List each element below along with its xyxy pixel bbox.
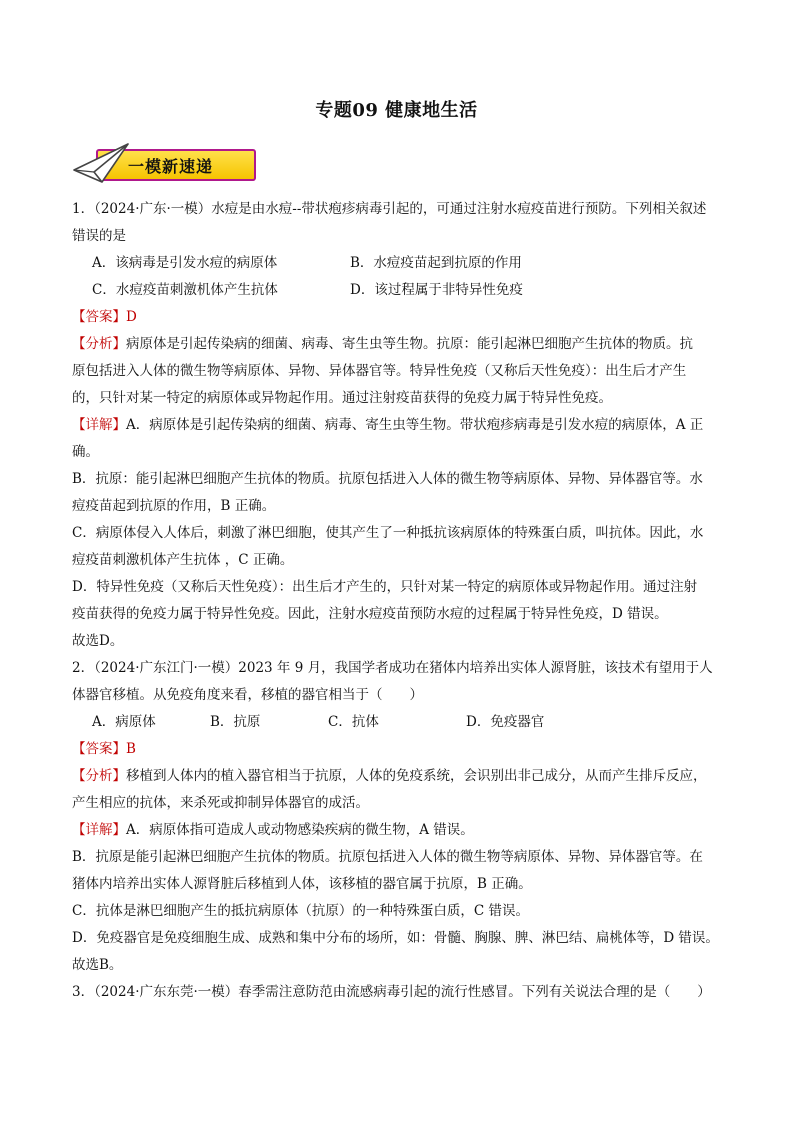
page-title: 专题09 健康地生活: [315, 100, 478, 121]
answer-tag: 【答案】: [72, 741, 126, 757]
q3-stem-line1: 3．（2024·广东东莞·一模）春季需注意防范由流感病毒引起的流行性感冒。下列有关说法合理的是（ ）: [72, 984, 711, 1000]
q1-detail-line5: C．病原体侵入人体后，刺激了淋巴细胞，使其产生了一种抵抗该病原体的特殊蛋白质，叫抗体。因此，水: [72, 525, 704, 541]
detail-tag: 【详解】: [72, 822, 126, 838]
q1-detail-line1: [72, 412, 728, 439]
question-2: [72, 655, 728, 979]
q2-analysis-line1: [72, 763, 728, 790]
q1-conclusion: 故选D。: [72, 633, 124, 649]
banner-label: 一模新速递: [128, 157, 214, 176]
q2-answer: [72, 736, 728, 763]
q1-options-row1: [72, 250, 728, 277]
answer-value: D: [126, 309, 137, 325]
q1-stem-line2: 错误的是: [72, 228, 126, 244]
question-content: [72, 196, 728, 1006]
q1-option-d: D．该过程属于非特异性免疫: [350, 282, 523, 298]
q1-detail-line4: 痘疫苗起到抗原的作用，B 正确。: [72, 498, 276, 514]
q2-detail-line1: [72, 817, 728, 844]
q1-option-a: A．该病毒是引发水痘的病原体: [92, 255, 278, 271]
q1-options-row2: [72, 277, 728, 304]
q2-options-row: [72, 709, 728, 736]
analysis-text: 移植到人体内的植入器官相当于抗原，人体的免疫系统，会识别出非己成分，从而产生排斥反应，: [126, 768, 707, 784]
q2-detail-line4: C．抗体是淋巴细胞产生的抵抗病原体（抗原）的一种特殊蛋白质，C 错误。: [72, 903, 529, 919]
q1-detail-line3: B．抗原：能引起淋巴细胞产生抗体的物质。抗原包括进入人体的微生物等病原体、异物、异体器官等。水: [72, 471, 703, 487]
q2-option-d: D．免疫器官: [466, 714, 545, 730]
q2-conclusion: 故选B。: [72, 957, 123, 973]
analysis-tag: 【分析】: [72, 768, 126, 784]
q2-analysis-line2: 产生相应的抗体，来杀死或抑制异体器官的成活。: [72, 795, 369, 811]
q1-option-c: C．水痘疫苗刺激机体产生抗体: [92, 282, 278, 298]
q1-stem-line1: 1．（2024·广东·一模）水痘是由水痘--带状疱疹病毒引起的，可通过注射水痘疫苗进行预防。下列相关叙述: [72, 201, 707, 217]
detail-text: A．病原体指可造成人或动物感染疾病的微生物，A 错误。: [126, 822, 474, 838]
analysis-tag: 【分析】: [72, 336, 126, 352]
detail-tag: 【详解】: [72, 417, 126, 433]
paper-plane-icon: [72, 140, 132, 186]
q1-analysis-line2: 原包括进入人体的微生物等病原体、异物、异体器官等。特异性免疫（又称后天性免疫）：出生后才产生: [72, 363, 687, 379]
q2-stem-line2: 体器官移植。从免疫角度来看，移植的器官相当于（ ）: [72, 687, 423, 703]
answer-value: B: [126, 741, 136, 757]
question-1: [72, 196, 728, 655]
q2-detail-line3: 猪体内培养出实体人源肾脏后移植到人体，该移植的器官属于抗原，B 正确。: [72, 876, 532, 892]
detail-text: A．病原体是引起传染病的细菌、病毒、寄生虫等生物。带状疱疹病毒是引发水痘的病原体，A 正: [126, 417, 704, 433]
q1-detail-line8: 疫苗获得的免疫力属于特异性免疫。因此，注射水痘疫苗预防水痘的过程属于特异性免疫，D 错误。: [72, 606, 668, 622]
q2-option-a: A．病原体: [92, 714, 156, 730]
q1-option-b: B．水痘疫苗起到抗原的作用: [350, 255, 522, 271]
answer-tag: 【答案】: [72, 309, 126, 325]
q2-detail-line5: D．免疫器官是免疫细胞生成、成熟和集中分布的场所，如：骨髓、胸腺、脾、淋巴结、扁桃体等，D 错误。: [72, 930, 719, 946]
q1-answer: [72, 304, 728, 331]
q2-option-b: B．抗原: [210, 714, 261, 730]
q1-detail-line6: 痘疫苗刺激机体产生抗体 ，C 正确。: [72, 552, 294, 568]
q2-detail-line2: B．抗原是能引起淋巴细胞产生抗体的物质。抗原包括进入人体的微生物等病原体、异物、异体器官等。在: [72, 849, 703, 865]
q1-detail-line7: D．特异性免疫（又称后天性免疫）：出生后才产生的，只针对某一特定的病原体或异物起作用。通过注射: [72, 579, 698, 595]
analysis-text: 病原体是引起传染病的细菌、病毒、寄生虫等生物。抗原：能引起淋巴细胞产生抗体的物质。抗: [126, 336, 693, 352]
q2-stem-line1: 2．（2024·广东江门·一模）2023 年 9 月，我国学者成功在猪体内培养出实体人源肾脏，该技术有望用于人: [72, 660, 713, 676]
q1-analysis-line3: 的，只针对某一特定的病原体或异物起作用。通过注射疫苗获得的免疫力属于特异性免疫。: [72, 390, 612, 406]
q2-option-c: C．抗体: [328, 714, 379, 730]
q1-detail-line2: 确。: [72, 444, 99, 460]
section-banner: [72, 140, 257, 186]
q1-analysis-line1: [72, 331, 728, 358]
question-3: [72, 979, 728, 1006]
